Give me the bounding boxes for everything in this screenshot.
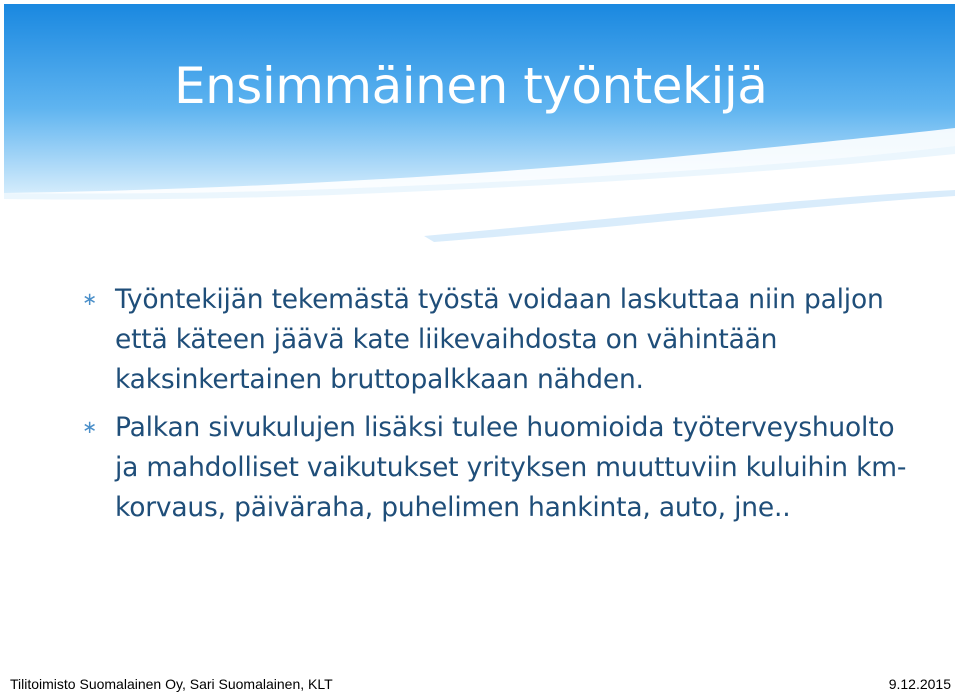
footer-date: 9.12.2015: [888, 676, 951, 692]
asterisk-bullet-icon: ∗: [82, 289, 97, 310]
bullet-list: [82, 280, 912, 536]
asterisk-bullet-icon: ∗: [82, 417, 97, 438]
header-banner: [4, 4, 955, 270]
bullet-item: [82, 280, 912, 400]
bullet-item: [82, 408, 912, 528]
header-background: [4, 4, 955, 270]
bullet-text: Työntekijän tekemästä työstä voidaan laskuttaa niin paljon että käteen jäävä kate liikevaihdosta on vähintään kaksinkertainen bruttopalkkaan nähden.: [115, 284, 884, 395]
footer-author: Tilitoimisto Suomalainen Oy, Sari Suomalainen, KLT: [10, 676, 333, 692]
slide-title: Ensimmäinen työntekijä: [174, 57, 768, 115]
bullet-text: Palkan sivukulujen lisäksi tulee huomioida työterveyshuolto ja mahdolliset vaikutukset yrityksen muuttuviin kuluihin km-korvaus, päiväraha, puhelimen hankinta, auto, jne..: [115, 412, 907, 523]
